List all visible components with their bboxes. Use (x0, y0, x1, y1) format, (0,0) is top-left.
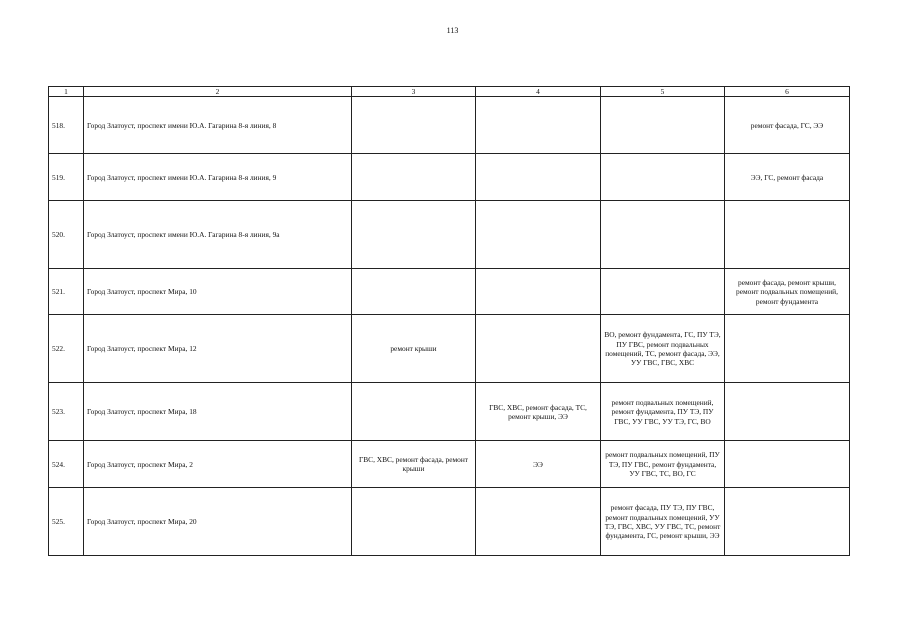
work-cell-4: ЭЭ (476, 441, 601, 488)
work-cell-4 (476, 97, 601, 154)
row-number: 521. (49, 269, 84, 315)
header-row (49, 87, 850, 97)
work-cell-4 (476, 315, 601, 383)
work-cell-5: ремонт фасада, ПУ ТЭ, ПУ ГВС, ремонт подвальных помещений, УУ ТЭ, ГВС, ХВС, УУ ГВС, ТС, ремонт фундамента, ГС, ремонт крыши, ЭЭ (601, 488, 725, 556)
work-cell-6 (725, 383, 850, 441)
table-row (49, 441, 850, 488)
work-cell-5 (601, 201, 725, 269)
address-cell: Город Златоуст, проспект имени Ю.А. Гагарина 8-я линия, 9 (84, 154, 352, 201)
work-cell-6: ЭЭ, ГС, ремонт фасада (725, 154, 850, 201)
work-cell-5: ремонт подвальных помещений, ремонт фундамента, ПУ ТЭ, ПУ ГВС, УУ ГВС, УУ ТЭ, ГС, ВО (601, 383, 725, 441)
work-cell-3: ремонт крыши (352, 315, 476, 383)
address-cell: Город Златоуст, проспект Мира, 2 (84, 441, 352, 488)
table-row (49, 201, 850, 269)
column-header-5: 5 (601, 87, 725, 97)
work-cell-6: ремонт фасада, ГС, ЭЭ (725, 97, 850, 154)
work-cell-6 (725, 201, 850, 269)
page-number: 113 (446, 26, 459, 35)
row-number: 525. (49, 488, 84, 556)
row-number: 520. (49, 201, 84, 269)
address-cell: Город Златоуст, проспект Мира, 12 (84, 315, 352, 383)
address-cell: Город Златоуст, проспект имени Ю.А. Гагарина 8-я линия, 9а (84, 201, 352, 269)
column-header-2: 2 (84, 87, 352, 97)
row-number: 523. (49, 383, 84, 441)
column-header-6: 6 (725, 87, 850, 97)
row-number: 522. (49, 315, 84, 383)
table-row (49, 488, 850, 556)
work-cell-6 (725, 441, 850, 488)
work-cell-4 (476, 269, 601, 315)
work-cell-3 (352, 97, 476, 154)
row-number: 519. (49, 154, 84, 201)
column-header-1: 1 (49, 87, 84, 97)
address-cell: Город Златоуст, проспект Мира, 20 (84, 488, 352, 556)
address-cell: Город Златоуст, проспект имени Ю.А. Гагарина 8-я линия, 8 (84, 97, 352, 154)
work-cell-3 (352, 488, 476, 556)
work-cell-4 (476, 201, 601, 269)
work-cell-4 (476, 488, 601, 556)
work-cell-6 (725, 315, 850, 383)
address-cell: Город Златоуст, проспект Мира, 10 (84, 269, 352, 315)
table-row (49, 315, 850, 383)
work-cell-6 (725, 488, 850, 556)
work-cell-5: ремонт подвальных помещений, ПУ ТЭ, ПУ ГВС, ремонт фундамента, УУ ГВС, ТС, ВО, ГС (601, 441, 725, 488)
work-cell-4 (476, 154, 601, 201)
address-cell: Город Златоуст, проспект Мира, 18 (84, 383, 352, 441)
table-row (49, 97, 850, 154)
work-cell-5 (601, 269, 725, 315)
work-cell-5 (601, 97, 725, 154)
table-row (49, 269, 850, 315)
table-row (49, 383, 850, 441)
work-cell-5 (601, 154, 725, 201)
work-cell-4: ГВС, ХВС, ремонт фасада, ТС, ремонт крыши, ЭЭ (476, 383, 601, 441)
column-header-3: 3 (352, 87, 476, 97)
housing-repair-table (48, 86, 850, 556)
column-header-4: 4 (476, 87, 601, 97)
work-cell-5: ВО, ремонт фундамента, ГС, ПУ ТЭ, ПУ ГВС, ремонт подвальных помещений, ТС, ремонт фасада, ЭЭ, УУ ГВС, ГВС, ХВС (601, 315, 725, 383)
work-cell-3 (352, 383, 476, 441)
work-cell-3: ГВС, ХВС, ремонт фасада, ремонт крыши (352, 441, 476, 488)
work-cell-3 (352, 201, 476, 269)
work-cell-6: ремонт фасада, ремонт крыши, ремонт подвальных помещений, ремонт фундамента (725, 269, 850, 315)
table-row (49, 154, 850, 201)
work-cell-3 (352, 154, 476, 201)
work-cell-3 (352, 269, 476, 315)
row-number: 518. (49, 97, 84, 154)
row-number: 524. (49, 441, 84, 488)
